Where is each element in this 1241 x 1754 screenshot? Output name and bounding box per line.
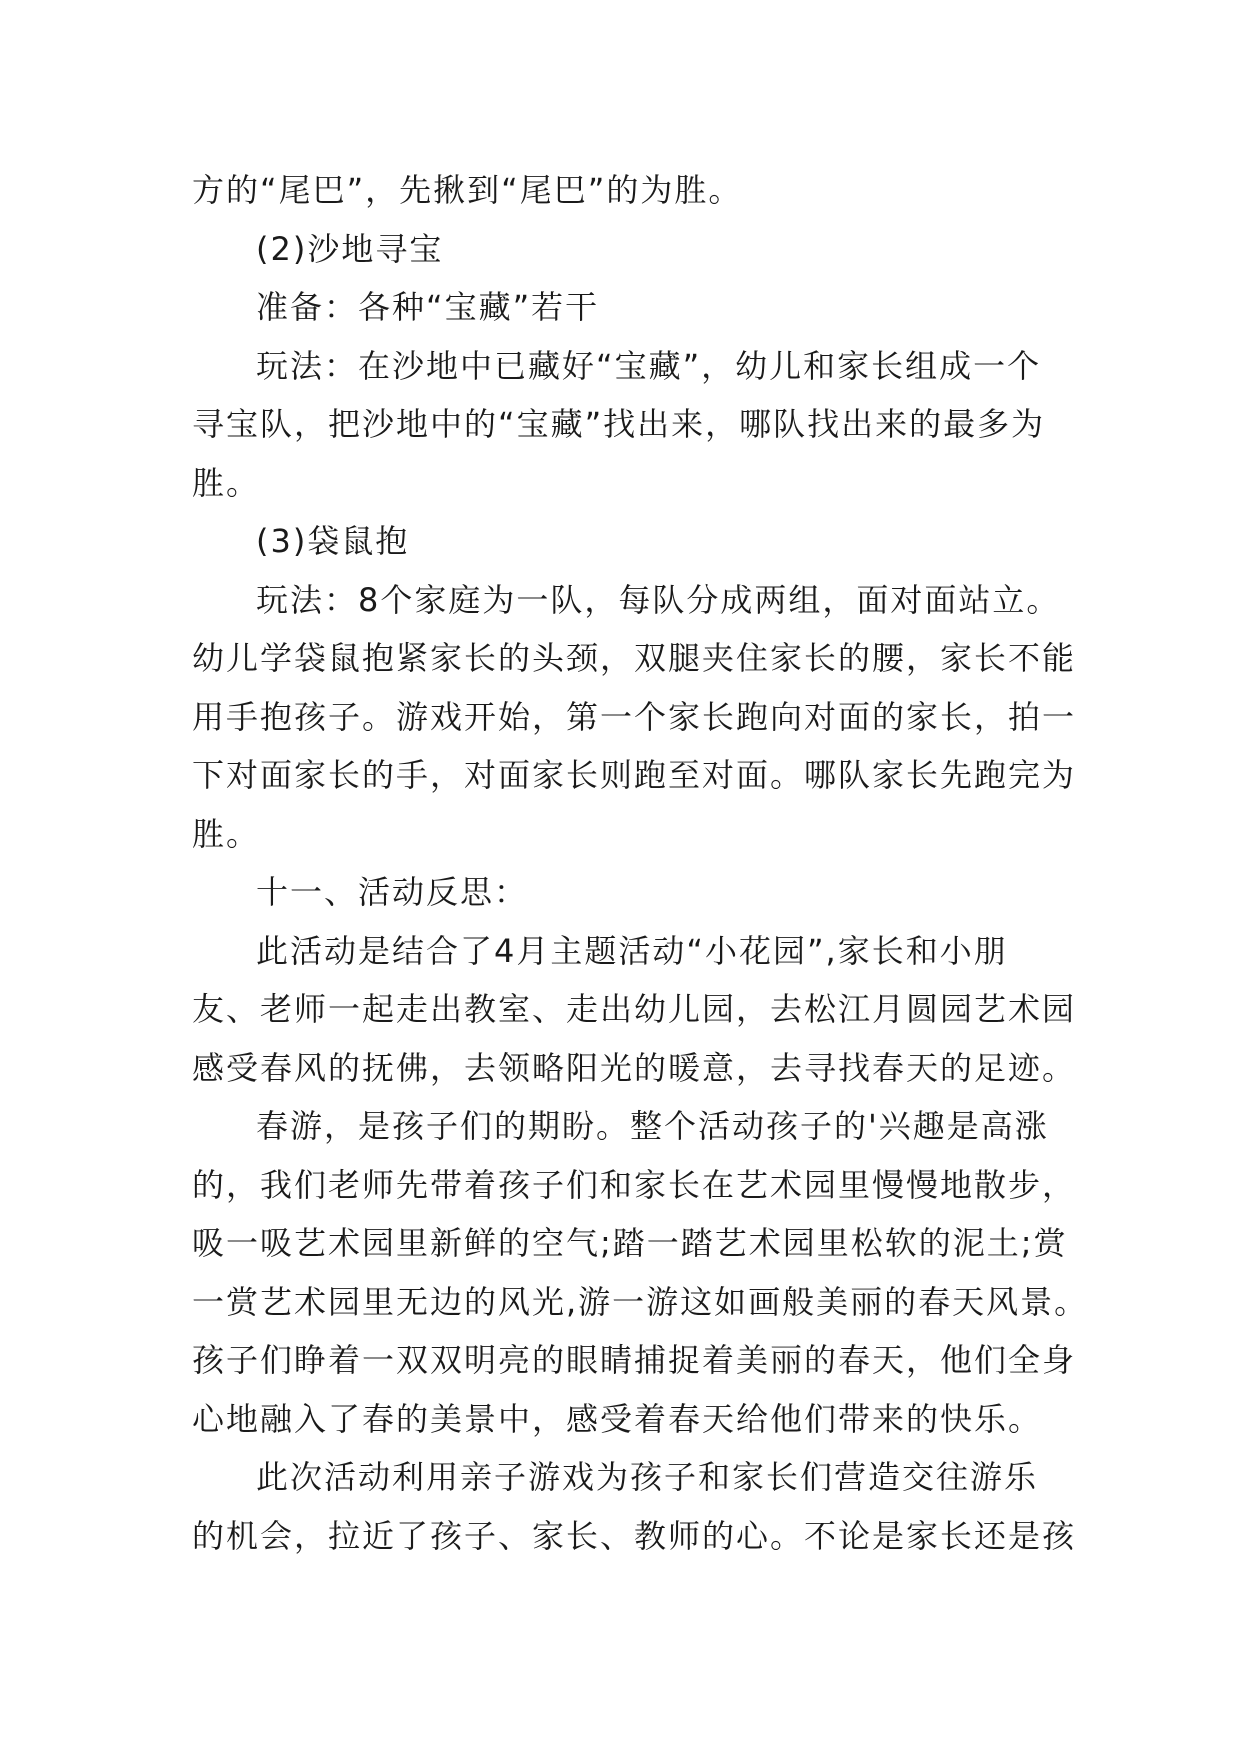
text-line: 心地融入了春的美景中，感受着春天给他们带来的快乐。 bbox=[192, 1399, 1043, 1438]
text-line: 十一、活动反思： bbox=[256, 873, 529, 911]
text-line: 准备：各种“宝藏”若干 bbox=[256, 288, 600, 326]
text-line: 此活动是结合了4月主题活动“小花园”,家长和小朋 bbox=[256, 931, 1008, 970]
text-line: 孩子们睁着一双双明亮的眼睛捕捉着美丽的春天，他们全身 bbox=[192, 1341, 1077, 1379]
text-line: 用手抱孩子。游戏开始，第一个家长跑向对面的家长，拍一 bbox=[192, 697, 1077, 736]
text-line: 下对面家长的手，对面家长则跑至对面。哪队家长先跑完为 bbox=[192, 756, 1077, 794]
text-line: 胜。 bbox=[192, 814, 261, 853]
text-line: 玩法：在沙地中已藏好“宝藏”，幼儿和家长组成一个 bbox=[256, 346, 1042, 385]
text-line: 的机会，拉近了孩子、家长、教师的心。不论是家长还是孩 bbox=[192, 1516, 1077, 1555]
text-line: (2)沙地寻宝 bbox=[256, 229, 444, 268]
text-line: 一赏艺术园里无边的风光,游一游这如画般美丽的春天风景。 bbox=[192, 1282, 1089, 1321]
text-line: 的，我们老师先带着孩子们和家长在艺术园里慢慢地散步， bbox=[192, 1165, 1077, 1204]
text-line: 友、老师一起走出教室、走出幼儿园，去松江月圆园艺术园 bbox=[192, 990, 1077, 1028]
text-line: 春游，是孩子们的期盼。整个活动孩子的'兴趣是高涨 bbox=[256, 1107, 1049, 1145]
text-line: 胜。 bbox=[192, 463, 261, 502]
text-line: 吸一吸艺术园里新鲜的空气;踏一踏艺术园里松软的泥土;赏 bbox=[192, 1224, 1068, 1262]
text-line: 感受春风的抚佛，去领略阳光的暖意，去寻找春天的足迹。 bbox=[192, 1048, 1077, 1087]
text-line: (3)袋鼠抱 bbox=[256, 522, 410, 560]
text-line: 方的“尾巴”，先揪到“尾巴”的为胜。 bbox=[192, 171, 743, 209]
text-line: 此次活动利用亲子游戏为孩子和家长们营造交往游乐 bbox=[256, 1458, 1039, 1496]
text-line: 玩法：8个家庭为一队，每队分成两组，面对面站立。 bbox=[256, 580, 1061, 619]
document-body bbox=[192, 161, 1089, 1565]
text-line: 幼儿学袋鼠抱紧家长的头颈，双腿夹住家长的腰，家长不能 bbox=[192, 639, 1077, 677]
text-line: 寻宝队，把沙地中的“宝藏”找出来，哪队找出来的最多为 bbox=[192, 405, 1046, 443]
